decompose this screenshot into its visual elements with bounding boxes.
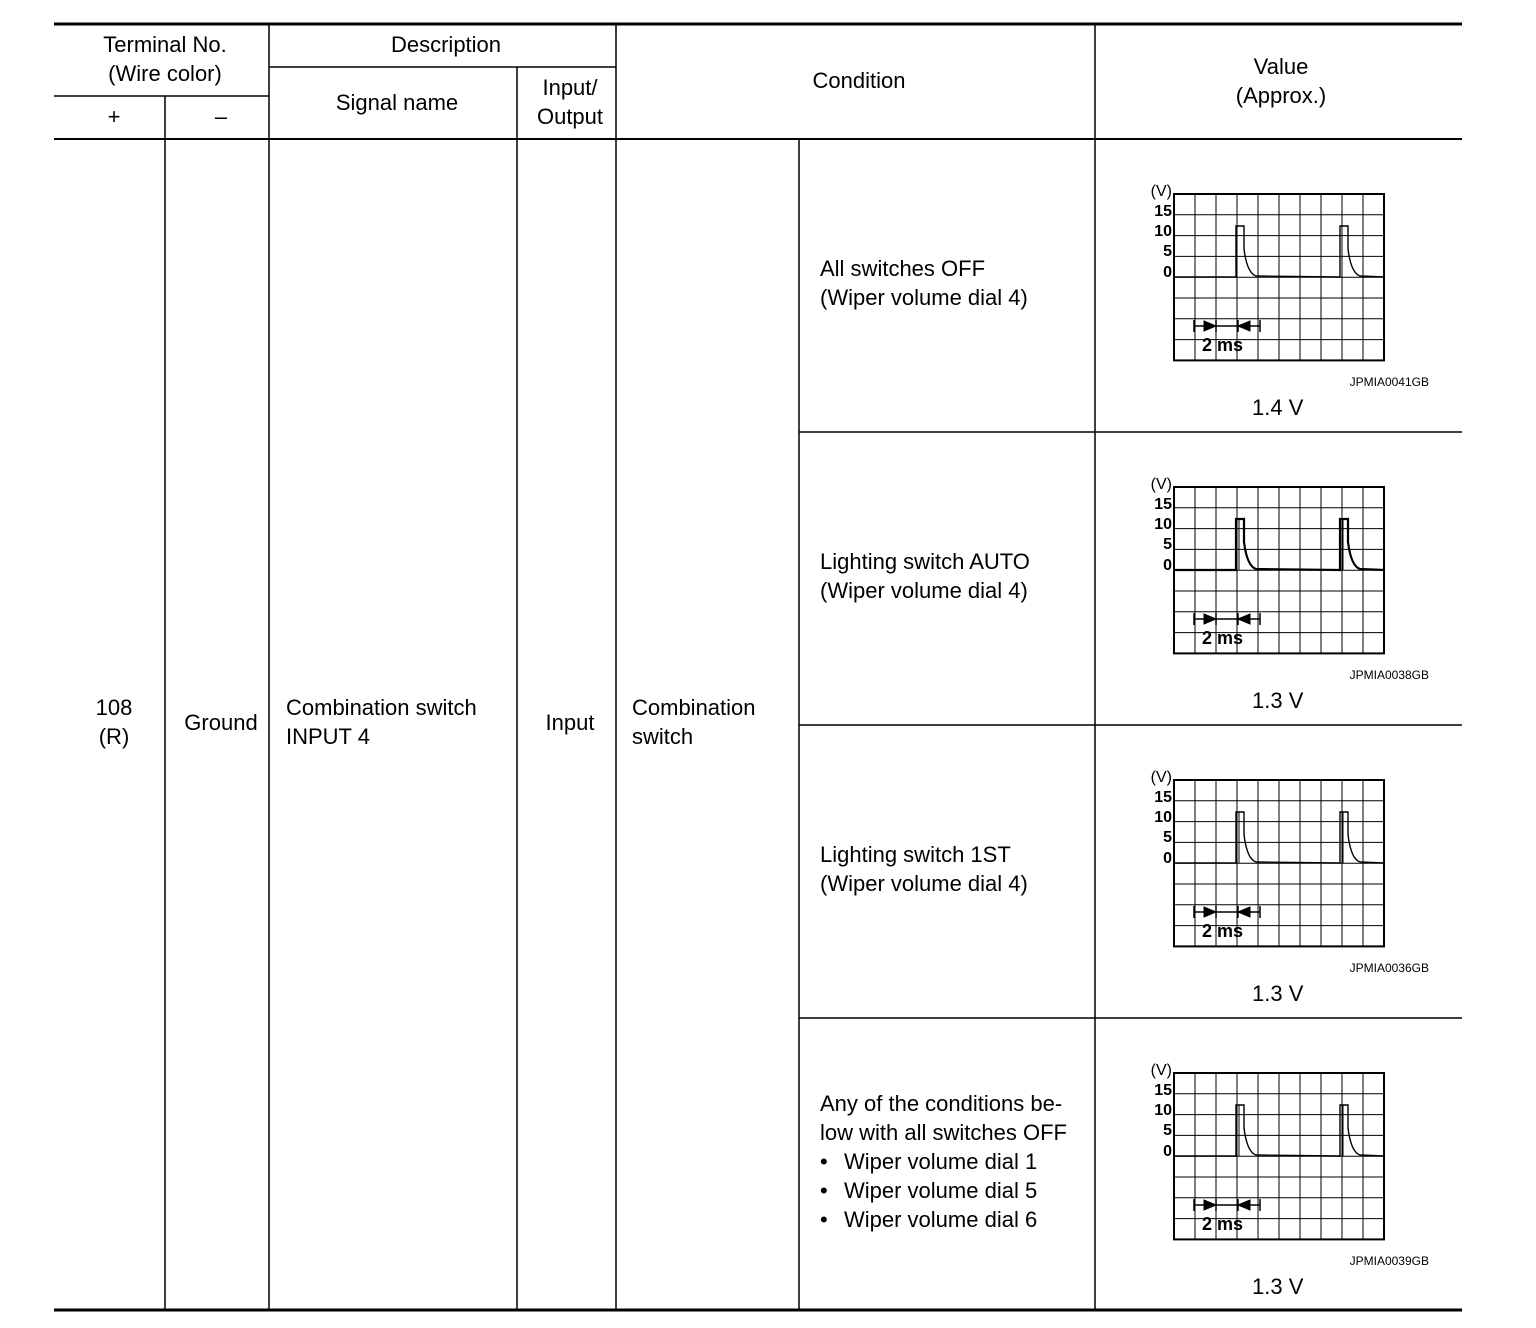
- header-io-line1: Input/: [542, 75, 598, 100]
- oscilloscope-svg: [1140, 1059, 1460, 1289]
- condition-group-line2: switch: [632, 724, 694, 749]
- condition-2: [820, 547, 1030, 605]
- header-condition: Condition: [812, 68, 906, 93]
- time-scale-marker: [1194, 320, 1260, 332]
- header-io-line2: Output: [536, 104, 604, 129]
- figure-code: JPMIA0039GB: [1349, 1254, 1429, 1268]
- time-scale-label: 2 ms: [1202, 1214, 1244, 1234]
- bullet-item: • Wiper volume dial 6: [820, 1207, 1038, 1232]
- header-description: Description: [390, 32, 502, 57]
- oscilloscope-svg: [1140, 473, 1460, 703]
- oscilloscope-figure-1: [1140, 180, 1460, 410]
- scope-unit-label: (V): [1150, 769, 1172, 786]
- y-tick-label: 15: [1154, 496, 1172, 513]
- y-tick-label: 15: [1154, 1082, 1172, 1099]
- scope-unit-label: (V): [1150, 476, 1172, 493]
- condition-4-line1: Any of the conditions be-: [820, 1091, 1063, 1116]
- y-tick-label: 0: [1163, 850, 1172, 867]
- condition-1-line1: All switches OFF: [820, 256, 986, 281]
- header-terminal-no: Terminal No.: [103, 32, 227, 57]
- condition-1: [820, 254, 1028, 312]
- header-wire-color: (Wire color): [108, 61, 222, 86]
- signal-name-line1: Combination switch: [286, 695, 477, 720]
- header-plus: +: [107, 104, 121, 129]
- condition-4-bullets: [820, 1147, 1067, 1234]
- condition-2-line2: (Wiper volume dial 4): [820, 578, 1028, 603]
- value-4: 1.3 V: [1252, 1274, 1304, 1299]
- y-tick-label: 0: [1163, 264, 1172, 281]
- io-value: Input: [545, 710, 595, 735]
- header-value-line2: (Approx.): [1235, 83, 1327, 108]
- value-1: 1.4 V: [1252, 395, 1304, 420]
- oscilloscope-svg: [1140, 766, 1460, 996]
- condition-4-line2: low with all switches OFF: [820, 1120, 1067, 1145]
- y-tick-label: 10: [1154, 809, 1172, 826]
- header-minus: –: [214, 104, 228, 129]
- oscilloscope-figure-4: [1140, 1059, 1460, 1289]
- oscilloscope-figure-3: [1140, 766, 1460, 996]
- y-tick-label: 15: [1154, 203, 1172, 220]
- time-scale-marker: [1194, 906, 1260, 918]
- y-tick-label: 5: [1163, 1122, 1172, 1139]
- time-scale-label: 2 ms: [1202, 628, 1244, 648]
- time-scale-label: 2 ms: [1202, 921, 1244, 941]
- condition-3: [820, 840, 1028, 898]
- bullet-item: • Wiper volume dial 5: [820, 1178, 1038, 1203]
- time-scale-marker: [1194, 1199, 1260, 1211]
- time-scale-marker: [1194, 613, 1260, 625]
- value-3: 1.3 V: [1252, 981, 1304, 1006]
- value-2: 1.3 V: [1252, 688, 1304, 713]
- condition-3-line1: Lighting switch 1ST: [820, 842, 1011, 867]
- y-tick-label: 15: [1154, 789, 1172, 806]
- scope-unit-label: (V): [1150, 183, 1172, 200]
- header-signal-name: Signal name: [335, 90, 459, 115]
- y-tick-label: 10: [1154, 516, 1172, 533]
- bullet-item: • Wiper volume dial 1: [820, 1149, 1038, 1174]
- condition-1-line2: (Wiper volume dial 4): [820, 285, 1028, 310]
- time-scale-label: 2 ms: [1202, 335, 1244, 355]
- terminal-minus: Ground: [184, 710, 258, 735]
- y-tick-label: 5: [1163, 536, 1172, 553]
- figure-code: JPMIA0041GB: [1349, 375, 1429, 389]
- header-value-line1: Value: [1253, 54, 1309, 79]
- signal-name-line2: INPUT 4: [286, 724, 370, 749]
- y-tick-label: 5: [1163, 243, 1172, 260]
- figure-code: JPMIA0036GB: [1349, 961, 1429, 975]
- figure-code: JPMIA0038GB: [1349, 668, 1429, 682]
- y-tick-label: 5: [1163, 829, 1172, 846]
- scope-unit-label: (V): [1150, 1062, 1172, 1079]
- condition-2-line1: Lighting switch AUTO: [820, 549, 1030, 574]
- condition-4: [820, 1089, 1067, 1234]
- terminal-plus-color: (R): [98, 724, 130, 749]
- y-tick-label: 10: [1154, 1102, 1172, 1119]
- oscilloscope-figure-2: [1140, 473, 1460, 703]
- condition-group-line1: Combination: [632, 695, 756, 720]
- condition-3-line2: (Wiper volume dial 4): [820, 871, 1028, 896]
- terminal-plus: 108: [95, 695, 133, 720]
- oscilloscope-svg: [1140, 180, 1460, 410]
- y-tick-label: 0: [1163, 557, 1172, 574]
- y-tick-label: 10: [1154, 223, 1172, 240]
- y-tick-label: 0: [1163, 1143, 1172, 1160]
